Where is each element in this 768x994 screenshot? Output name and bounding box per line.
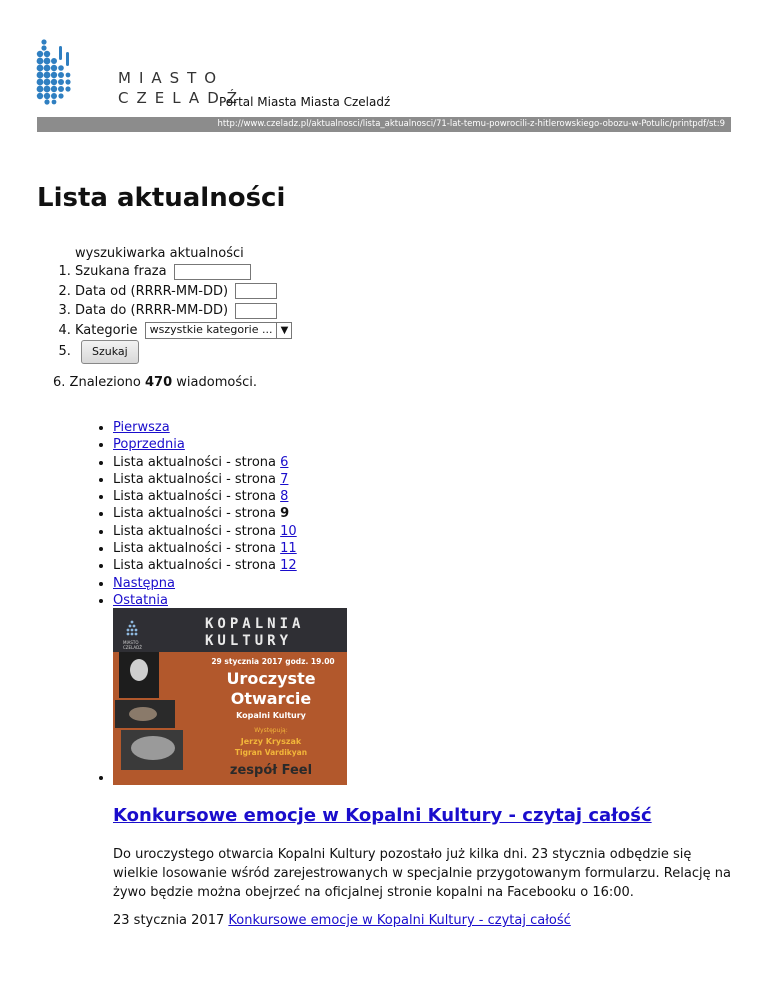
- poster-photo-3-figure: [131, 736, 175, 760]
- pager-page-link[interactable]: 7: [280, 471, 289, 487]
- pager-page-item: [113, 488, 297, 505]
- pager-page-link[interactable]: 8: [280, 489, 289, 505]
- pager-page-link[interactable]: 11: [280, 541, 297, 557]
- date-to-label: Data do (RRRR-MM-DD): [75, 303, 229, 318]
- pager-next-link[interactable]: Następna: [113, 575, 176, 591]
- pager-prev-link[interactable]: Poprzednia: [113, 437, 185, 453]
- pager-page-prefix: Lista aktualności - strona: [113, 454, 277, 470]
- submit-row: [75, 340, 737, 364]
- poster-headline-1: Uroczyste: [226, 669, 316, 688]
- page-title: Lista aktualności: [37, 183, 286, 213]
- poster-band: zespół Feel: [229, 763, 313, 778]
- phrase-row: [75, 262, 737, 282]
- pager-page-item: [113, 454, 297, 471]
- pager-page-prefix: Lista aktualności - strona: [113, 558, 277, 574]
- pager-page-prefix: Lista aktualności - strona: [113, 506, 277, 522]
- search-button[interactable]: Szukaj: [81, 340, 139, 364]
- site-logo[interactable]: [36, 38, 246, 110]
- phrase-input[interactable]: [174, 264, 251, 280]
- category-select[interactable]: [145, 322, 293, 339]
- date-from-label: Data od (RRRR-MM-DD): [75, 283, 229, 299]
- phrase-label: Szukana fraza: [75, 264, 167, 279]
- pagination: [96, 419, 297, 609]
- poster-brand-line1: KOPALNIA: [205, 616, 305, 632]
- date-from-row: [75, 282, 737, 302]
- news-title-link[interactable]: Konkursowe emocje w Kopalni Kultury - czytaj całość: [113, 805, 652, 826]
- news-title: [113, 805, 652, 826]
- pager-page-prefix: Lista aktualności - strona: [113, 523, 277, 539]
- news-lead: Do uroczystego otwarcia Kopalni Kultury pozostało już kilka dni. 23 stycznia odbędzie się wielkie losowanie wśród zarejestrowanych w specjalnie przygotowanym formularzu. Relację na żywo będzie można obejrzeć na oficjalnej stronie kopalni na Facebooku o 16:00.: [113, 847, 731, 900]
- poster-artist-2: Tigran Vardikyan: [234, 748, 308, 757]
- category-row: [75, 321, 737, 341]
- news-search-form: [37, 246, 737, 364]
- dropdown-arrow-icon: ▼: [276, 323, 291, 338]
- news-item: [113, 608, 347, 785]
- results-number: 470: [145, 375, 173, 390]
- news-meta: [113, 913, 571, 928]
- pager-page-link[interactable]: 12: [280, 558, 297, 574]
- poster-logo-line1: • MIASTO: [123, 640, 139, 645]
- poster-headline-2: Otwarcie: [230, 689, 312, 708]
- portal-title: Portal Miasta Miasta Czeladź: [219, 95, 391, 109]
- poster-artist-1: Jerzy Kryszak: [240, 737, 302, 746]
- pager-page-item: [113, 557, 297, 574]
- pager-page-link[interactable]: 6: [280, 454, 289, 470]
- pager-last-link[interactable]: Ostatnia: [113, 592, 168, 608]
- results-prefix: Znaleziono: [69, 375, 141, 390]
- city-logo-icon: [36, 38, 76, 108]
- search-caption: wyszukiwarka aktualności: [75, 246, 244, 261]
- pager-current-page: 9: [280, 506, 290, 522]
- logo-line-1: MIASTO: [118, 69, 225, 87]
- date-to-input[interactable]: [235, 303, 277, 319]
- news-list: [96, 608, 347, 785]
- category-selected-value: wszystkie kategorie ...: [149, 323, 273, 337]
- pager-first-item: [113, 419, 297, 436]
- pager-prev-item: [113, 436, 297, 453]
- poster-brand-line2: KULTURY: [205, 633, 293, 649]
- logo-line-2: CZELADŹ: [118, 89, 246, 107]
- pager-page-prefix: Lista aktualności - strona: [113, 489, 277, 505]
- pager-page-item: [113, 540, 297, 557]
- date-from-input[interactable]: [235, 283, 277, 299]
- poster-subtitle: Kopalni Kultury: [236, 711, 306, 720]
- news-poster-link[interactable]: [113, 608, 347, 785]
- poster-date: 29 stycznia 2017 godz. 19.00: [211, 657, 335, 666]
- pager-next-item: [113, 575, 297, 592]
- pager-page-link[interactable]: 10: [280, 523, 297, 539]
- news-poster-image: [113, 608, 347, 785]
- pager-first-link[interactable]: Pierwsza: [113, 420, 170, 435]
- pager-page-prefix: Lista aktualności - strona: [113, 471, 277, 487]
- pager-current-item: [113, 505, 297, 522]
- pager-page-prefix: Lista aktualności - strona: [113, 541, 277, 557]
- date-to-row: [75, 301, 737, 321]
- results-count: 6. Znaleziono 470 wiadomości.: [53, 375, 257, 390]
- pager-page-item: [113, 471, 297, 488]
- url-bar: http://www.czeladz.pl/aktualnosci/lista_aktualnosci/71-lat-temu-powrocili-z-hitlerowskiego-obozu-w-Potulic/printpdf/st:9: [37, 117, 731, 132]
- category-label: Kategorie: [75, 322, 138, 338]
- poster-photo-2-figure: [129, 707, 157, 721]
- pager-page-item: [113, 523, 297, 540]
- news-date: 23 stycznia 2017: [113, 913, 225, 928]
- pager-last-item: [113, 592, 297, 609]
- poster-photo-1-figure: [130, 659, 148, 681]
- poster-perform: Występują:: [254, 727, 288, 734]
- poster-logo-line2: CZELADŹ: [123, 645, 142, 650]
- news-read-more-link[interactable]: Konkursowe emocje w Kopalni Kultury - czytaj całość: [228, 913, 571, 928]
- results-suffix: wiadomości.: [176, 375, 257, 390]
